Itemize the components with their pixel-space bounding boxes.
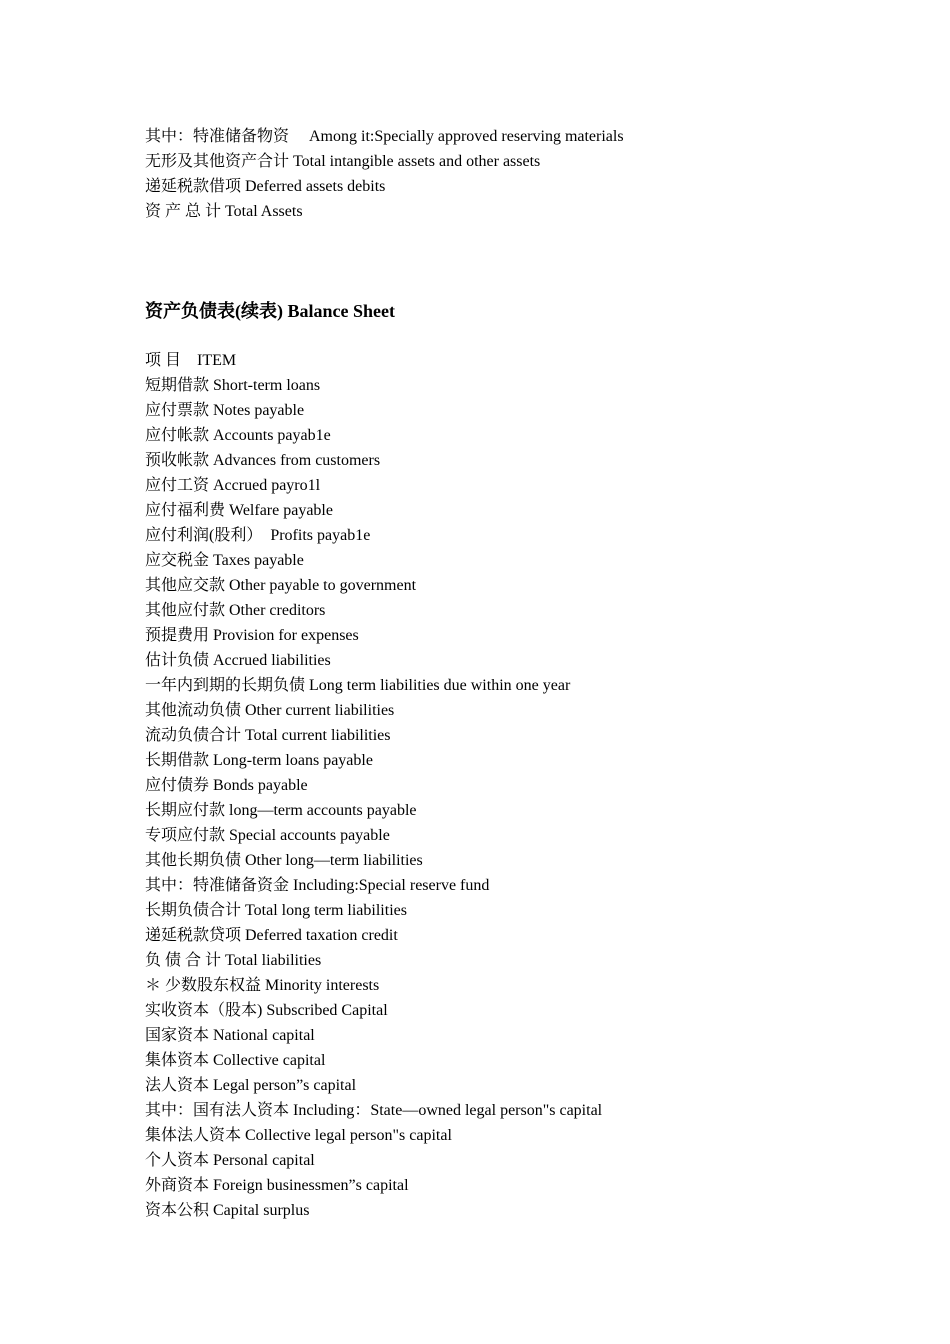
list-item: 长期应付款 long—term accounts payable <box>145 802 417 819</box>
list-item: 预提费用 Provision for expenses <box>145 627 359 644</box>
section-title: 资产负债表(续表) Balance Sheet <box>145 301 395 321</box>
list-item: 外商资本 Foreign businessmen”s capital <box>145 1177 409 1194</box>
list-item: 估计负债 Accrued liabilities <box>145 652 331 669</box>
list-item: 项 目 ITEM <box>145 352 237 369</box>
list-item: 应付工资 Accrued payro1l <box>145 477 321 494</box>
list-item: 集体法人资本 Collective legal person"s capital <box>145 1127 452 1144</box>
list-item: 国家资本 National capital <box>145 1027 315 1044</box>
list-item: 其中：特准储备资金 Including:Special reserve fund <box>145 877 490 894</box>
list-item: 其他长期负债 Other long—term liabilities <box>145 852 423 869</box>
list-item: 应付票款 Notes payable <box>145 402 305 419</box>
list-item: 应付债券 Bonds payable <box>145 777 308 794</box>
text-line: 资 产 总 计 Total Assets <box>145 203 303 220</box>
list-item: 个人资本 Personal capital <box>145 1152 315 1169</box>
list-item: 长期借款 Long-term loans payable <box>145 752 373 769</box>
text-line: 递延税款借项 Deferred assets debits <box>145 178 386 195</box>
list-item: 专项应付款 Special accounts payable <box>145 827 390 844</box>
list-item: 预收帐款 Advances from customers <box>145 452 381 469</box>
liability-items-list <box>145 348 602 1223</box>
list-item: 其他流动负债 Other current liabilities <box>145 702 395 719</box>
asset-items-list <box>145 124 624 224</box>
list-item: 短期借款 Short-term loans <box>145 377 321 394</box>
list-item: 一年内到期的长期负债 Long term liabilities due within one year <box>145 677 571 694</box>
list-item: 负 债 合 计 Total liabilities <box>145 952 322 969</box>
list-item: 应交税金 Taxes payable <box>145 552 304 569</box>
list-item: 其他应付款 Other creditors <box>145 602 326 619</box>
list-item: 应付福利费 Welfare payable <box>145 502 333 519</box>
text-line: 无形及其他资产合计 Total intangible assets and other assets <box>145 153 541 170</box>
list-item: 其中：国有法人资本 Including：State—owned legal person"s capital <box>145 1102 603 1119</box>
list-item: 实收资本（股本) Subscribed Capital <box>145 1002 388 1019</box>
list-item: 递延税款贷项 Deferred taxation credit <box>145 927 398 944</box>
list-item: 集体资本 Collective capital <box>145 1052 326 1069</box>
list-item: 长期负债合计 Total long term liabilities <box>145 902 407 919</box>
list-item: 应付利润(股利） Profits payab1e <box>145 527 371 544</box>
list-item: 资本公积 Capital surplus <box>145 1202 310 1219</box>
list-item: 其他应交款 Other payable to government <box>145 577 417 594</box>
list-item: 流动负债合计 Total current liabilities <box>145 727 391 744</box>
list-item: 应付帐款 Accounts payab1e <box>145 427 331 444</box>
list-item: ＊ 少数股东权益 Minority interests <box>145 977 380 994</box>
text-line: 其中：特准储备物资 Among it:Specially approved reserving materials <box>145 128 624 145</box>
list-item: 法人资本 Legal person”s capital <box>145 1077 357 1094</box>
